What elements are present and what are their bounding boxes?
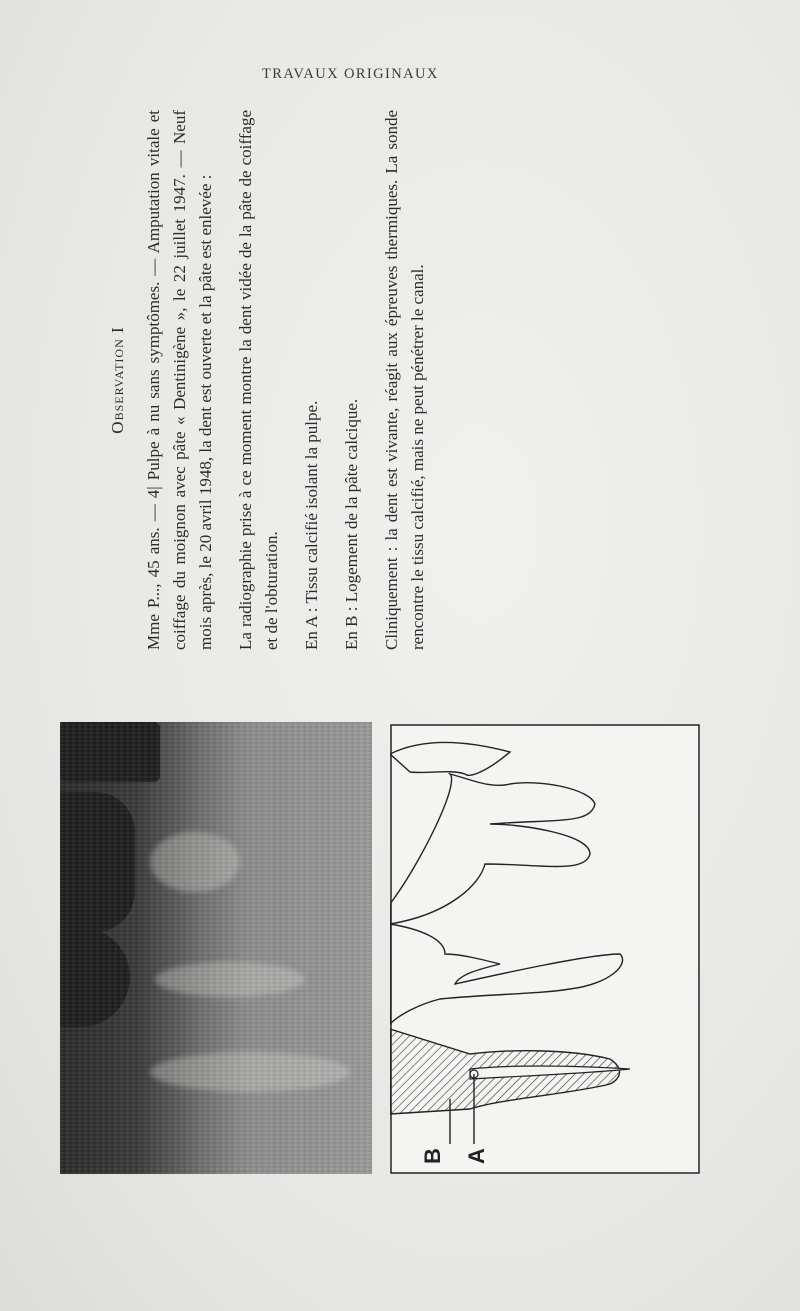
text-block: [108, 110, 635, 650]
paragraph-3: En A : Tissu calcifié isolant la pulpe.: [302, 400, 321, 650]
paragraph-1: Mme P..., 45 ans. — 4| Pulpe à nu sans symptômes. — Amputation vitale et coiffage du moignon avec pâte « Dentinigène », le 22 juillet 1947. — Neuf mois après, le 20 avril 1948, la dent est ouverte et la pâte est enlevée :: [144, 110, 215, 650]
observation-title: Observation I: [108, 326, 127, 434]
text-block-rotated: [105, 110, 595, 650]
xray-grain: [60, 722, 372, 1174]
label-a: A: [464, 1148, 489, 1164]
label-b: B: [420, 1148, 445, 1164]
paragraph-5: Cliniquement : la dent est vivante, réagit aux épreuves thermiques. La sonde rencontre le tissu calcifié, mais ne peut pénétrer le canal.: [382, 110, 427, 650]
radiograph-image: [60, 722, 372, 1174]
paragraph-4: En B : Logement de la pâte calcique.: [342, 398, 361, 650]
tooth-diagram: [390, 724, 700, 1174]
running-header: TRAVAUX ORIGINAUX: [262, 66, 439, 82]
paragraph-2: La radiographie prise à ce moment montre la dent vidée de la pâte de coiffage et de l'obturation.: [236, 110, 281, 650]
